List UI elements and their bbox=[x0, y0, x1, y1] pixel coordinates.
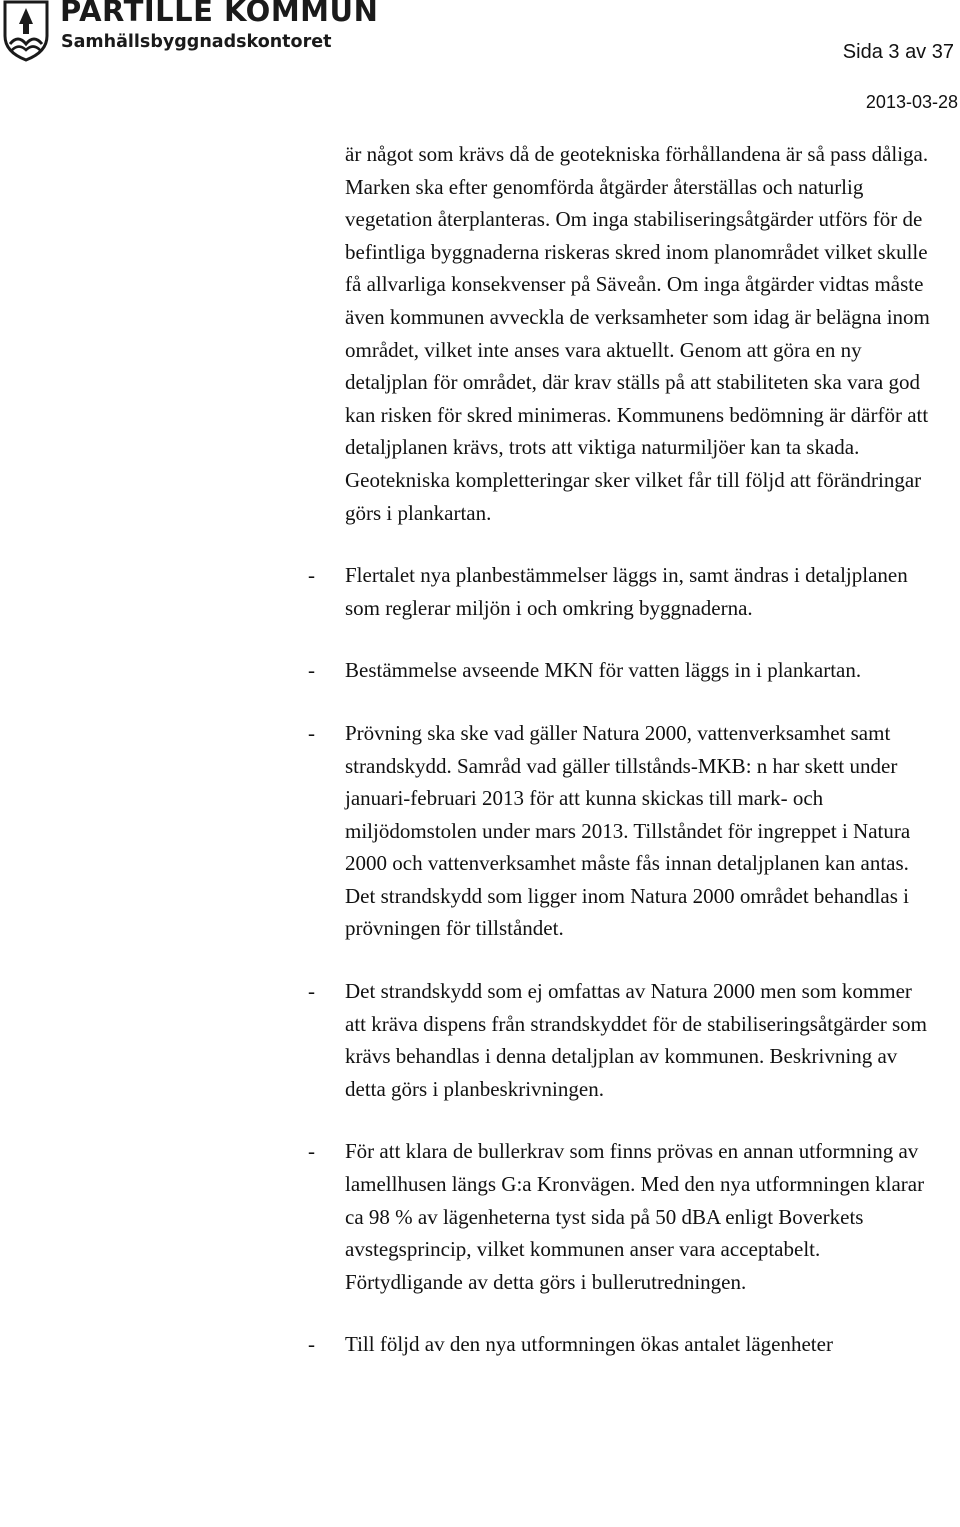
list-item-text: Prövning ska ske vad gäller Natura 2000, vattenverksamhet samt strandskydd. Samråd vad gäller tillstånds-MKB: n har skett under januari-februari 2013 för att kunna skickas till mark- och miljödomstolen under mars 2013. Tillståndet för ingreppet i Natura 2000 och vattenverksamhet måste fås innan detaljplanen kan antas. Det strandskydd som ligger inom Natura 2000 området behandlas i prövningen för tillståndet. bbox=[345, 720, 911, 941]
list-item-text: Flertalet nya planbestämmelser läggs in, samt ändras i detaljplanen som reglerar miljön i och omkring byggnaderna. bbox=[345, 563, 908, 620]
list-item bbox=[0, 1328, 960, 1361]
list-item-text: För att klara de bullerkrav som finns prövas en annan utformning av lamellhusen längs G:a Kronvägen. Med den nya utformningen klarar ca 98 % av lägenheterna tyst sida på 50 dBA enligt Boverkets avstegsprincip, vilket kommunen anser vara acceptabelt. Förtydligande av detta görs i bullerutredningen. bbox=[345, 1139, 925, 1294]
organization-name: PARTILLE KOMMUN bbox=[60, 0, 379, 28]
organization-unit: Samhällsbyggnadskontoret bbox=[61, 32, 332, 52]
document-date: 2013-03-28 bbox=[865, 92, 958, 112]
list-item bbox=[0, 654, 960, 687]
list-item-text: Bestämmelse avseende MKN för vatten läggs in i plankartan. bbox=[345, 658, 862, 683]
intro-paragraph: är något som krävs då de geotekniska förhållandena är så pass dåliga. Marken ska efter genomförda åtgärder återställas och naturlig vegetation återplanteras. Om inga stabiliseringsåtgärder utförs för de befintliga byggnaderna riskeras skred inom planområdet vilket skulle få allvarliga konsekvenser på Säveån. Om inga åtgärder vidtas måste även kommunen avveckla de verksamheter som idag är belägna inom området, vilket inte anses vara aktuellt. Genom att göra en ny detaljplan för området, där krav ställs på att stabiliteten ska vara god kan risken för skred minimeras. Kommunens bedömning är därför att detaljplanen krävs, trots att viktiga naturmiljöer kan ta skada. Geotekniska kompletteringar sker vilket får till följd att förändringar görs i plankartan. bbox=[345, 142, 930, 525]
bullet-dash: - bbox=[308, 1139, 315, 1164]
list-item-text: Det strandskydd som ej omfattas av Natura 2000 men som kommer att kräva dispens från strandskyddet för de stabiliseringsåtgärder som krävs behandlas i denna detaljplan av kommunen. Beskrivning av detta görs i planbeskrivningen. bbox=[345, 979, 928, 1101]
bullet-dash: - bbox=[308, 563, 315, 588]
list-item-text: Till följd av den nya utformningen ökas antalet lägenheter bbox=[345, 1332, 833, 1357]
page-number: Sida 3 av 37 bbox=[842, 41, 954, 63]
bullet-dash: - bbox=[308, 720, 315, 745]
list-item bbox=[0, 717, 960, 945]
municipality-crest-logo bbox=[2, 0, 50, 62]
bullet-dash: - bbox=[308, 658, 315, 683]
bullet-dash: - bbox=[308, 979, 315, 1004]
document-body bbox=[0, 138, 960, 1391]
bullet-dash: - bbox=[308, 1332, 315, 1357]
page-header bbox=[0, 0, 960, 112]
list-item bbox=[0, 559, 960, 624]
list-item bbox=[0, 1135, 960, 1298]
list-item bbox=[0, 975, 960, 1105]
